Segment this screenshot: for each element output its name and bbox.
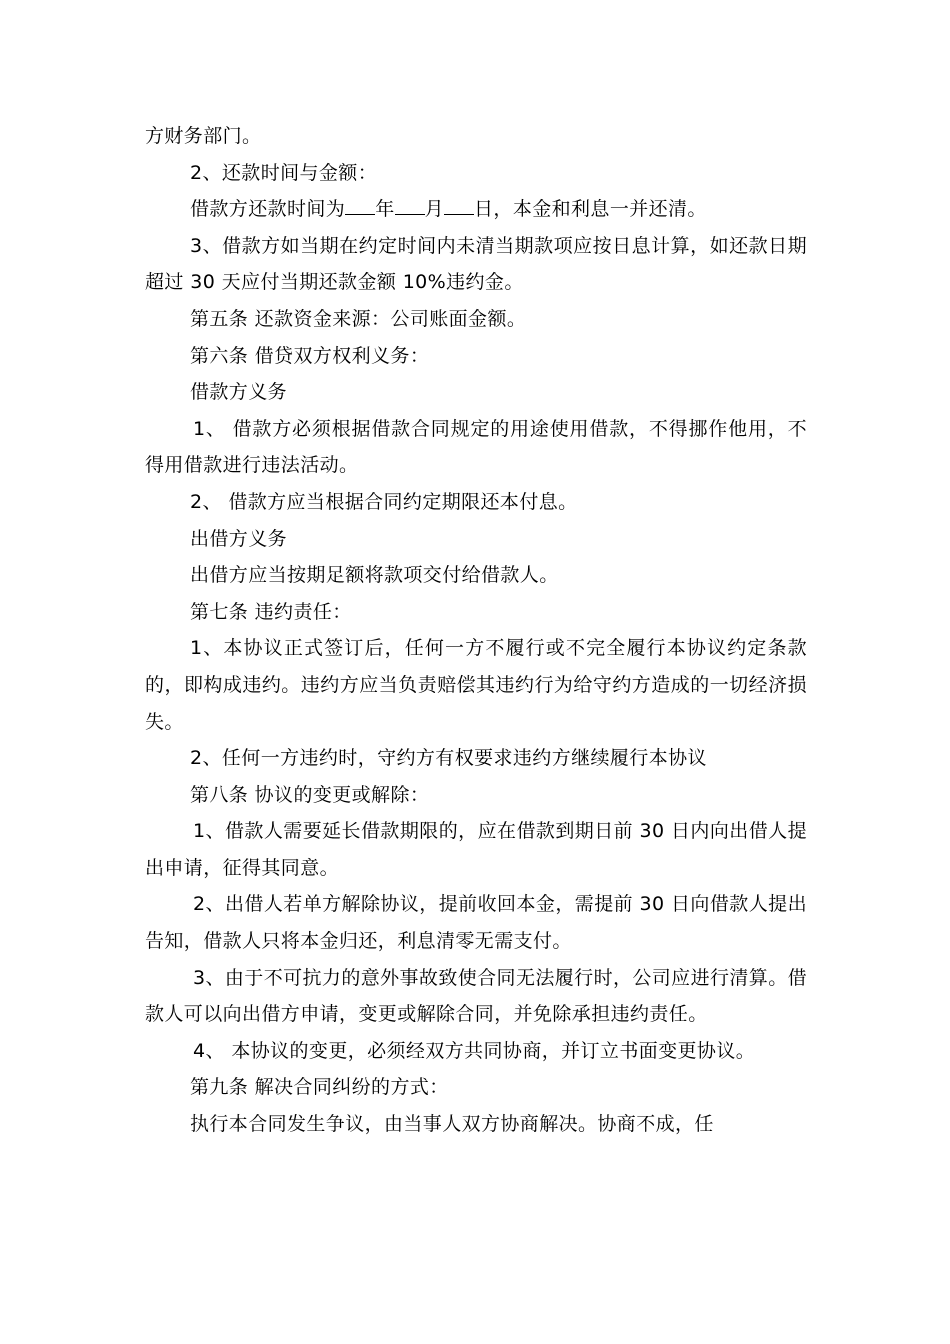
month-label: 月	[424, 198, 445, 221]
paragraph: 方财务部门。	[145, 125, 262, 147]
day-suffix: 日，本金和利息一并还清。	[474, 198, 707, 221]
paragraph: 执行本合同发生争议，由当事人双方协商解决。协商不成，任	[190, 1113, 714, 1136]
day-blank	[444, 194, 474, 215]
paragraph: 3、借款方如当期在约定时间内未清当期款项应按日息计算，如还款日期超过 30 天应付当期还款金额 10%违约金。	[145, 234, 807, 294]
paragraph: 3、由于不可抗力的意外事故致使合同无法履行时，公司应进行清算。借款人可以向出借方申请，变更或解除合同，并免除承担违约责任。	[145, 966, 807, 1026]
paragraph: 2、任何一方违约时，守约方有权要求违约方继续履行本协议	[190, 747, 707, 770]
article-heading: 第五条 还款资金来源：公司账面金额。	[190, 307, 527, 330]
article-heading: 第六条 借贷双方权利义务：	[190, 344, 430, 367]
article-heading: 第七条 违约责任：	[190, 600, 352, 623]
month-blank	[395, 194, 425, 215]
paragraph: 1、借款人需要延长借款期限的，应在借款到期日前 30 日内向出借人提出申请，征得其同意。	[145, 820, 807, 879]
paragraph: 2、出借人若单方解除协议，提前收回本金，需提前 30 日向借款人提出告知，借款人只将本金归还，利息清零无需支付。	[145, 893, 807, 953]
paragraph: 1、 借款方必须根据借款合同规定的用途使用借款，不得挪作他用，不得用借款进行违法活动。	[145, 417, 807, 477]
paragraph: 1、本协议正式签订后，任何一方不履行或不完全履行本协议约定条款的，即构成违约。违约方应当负责赔偿其违约行为给守约方造成的一切经济损失。	[145, 637, 807, 733]
repayment-date-line	[145, 191, 807, 228]
paragraph: 2、还款时间与金额：	[190, 161, 378, 184]
year-label: 年	[375, 198, 395, 221]
paragraph: 4、 本协议的变更，必须经双方共同协商，并订立书面变更协议。	[193, 1039, 756, 1062]
article-heading: 第九条 解决合同纠纷的方式：	[190, 1076, 449, 1099]
year-blank	[345, 194, 375, 215]
repayment-prefix: 借款方还款时间为	[190, 198, 346, 221]
article-heading: 第八条 协议的变更或解除：	[190, 783, 430, 806]
section-heading: 出借方义务	[190, 527, 288, 550]
paragraph: 2、 借款方应当根据合同约定期限还本付息。	[190, 490, 578, 513]
paragraph: 出借方应当按期足额将款项交付给借款人。	[190, 564, 559, 587]
section-heading: 借款方义务	[190, 381, 288, 404]
document-body	[145, 118, 807, 1143]
